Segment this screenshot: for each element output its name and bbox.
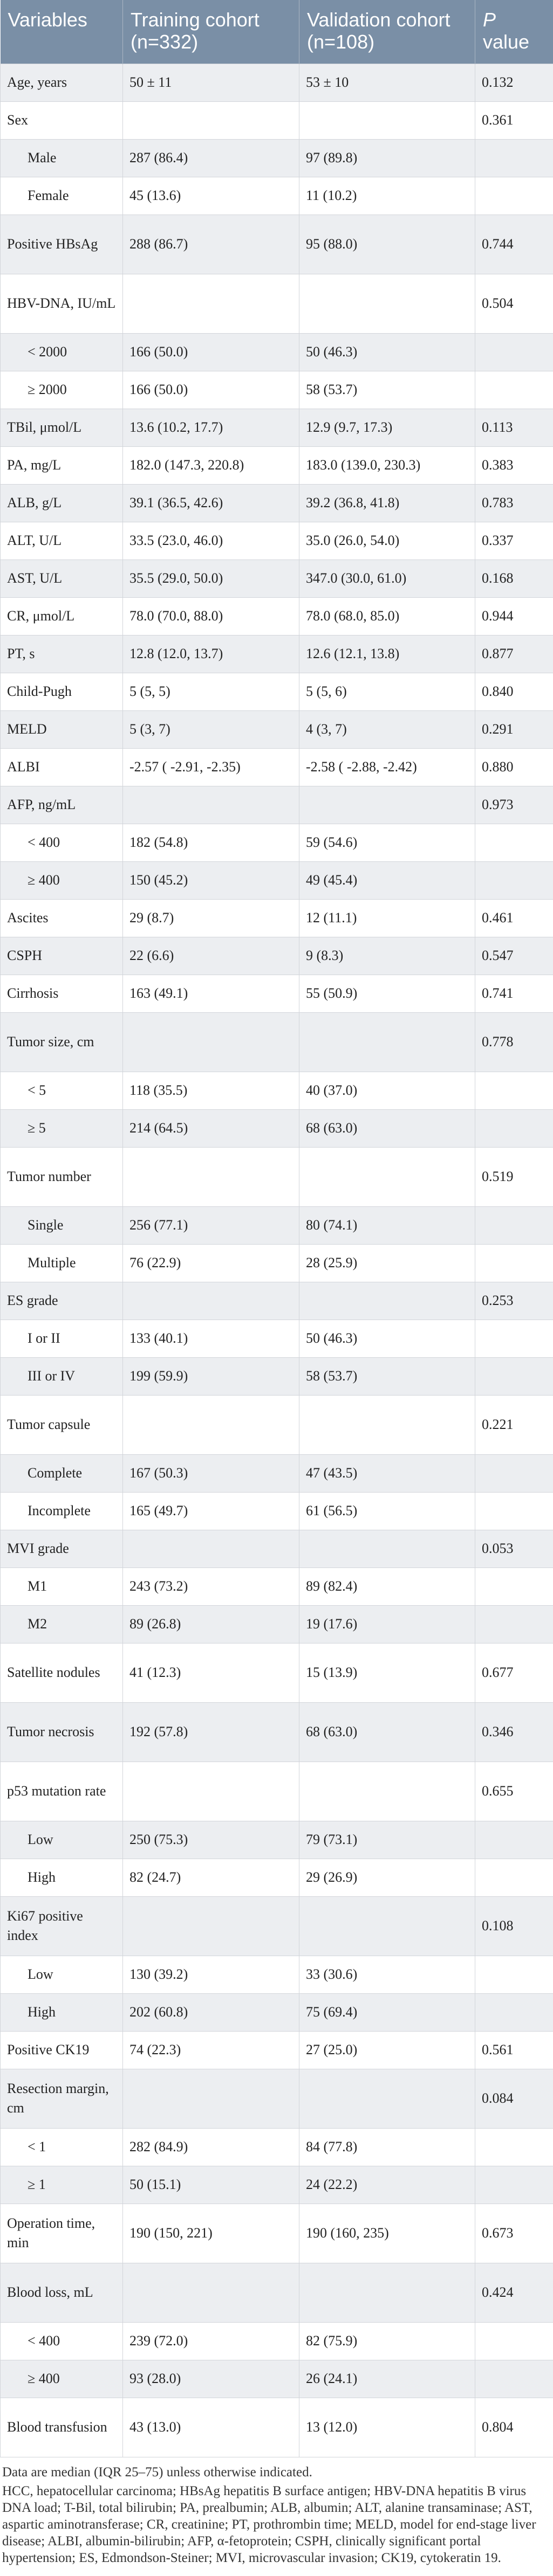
table-row bbox=[1, 560, 553, 597]
validation-cohort-cell: 5 (5, 6) bbox=[299, 673, 475, 710]
p-value-cell: 0.877 bbox=[475, 635, 553, 673]
table-row bbox=[1, 2166, 553, 2204]
training-cohort-cell: 243 (73.2) bbox=[123, 1567, 299, 1605]
p-value-cell: 0.424 bbox=[475, 2263, 553, 2322]
header-row bbox=[1, 0, 553, 64]
p-value-cell: 0.461 bbox=[475, 899, 553, 937]
table-row bbox=[1, 274, 553, 333]
variable-label-cell: Tumor number bbox=[1, 1147, 123, 1206]
validation-cohort-cell: 58 (53.7) bbox=[299, 371, 475, 409]
table-row bbox=[1, 861, 553, 899]
variable-label-cell: ES grade bbox=[1, 1282, 123, 1320]
validation-cohort-cell: 82 (75.9) bbox=[299, 2322, 475, 2360]
validation-cohort-cell: 24 (22.2) bbox=[299, 2166, 475, 2204]
training-cohort-cell: 78.0 (70.0, 88.0) bbox=[123, 597, 299, 635]
validation-cohort-cell bbox=[299, 1896, 475, 1956]
training-cohort-cell: 182.0 (147.3, 220.8) bbox=[123, 446, 299, 484]
table-row bbox=[1, 1492, 553, 1530]
table-row bbox=[1, 1702, 553, 1762]
table-row bbox=[1, 1993, 553, 2031]
validation-cohort-cell: 59 (54.6) bbox=[299, 824, 475, 861]
training-cohort-cell: 22 (6.6) bbox=[123, 937, 299, 975]
p-value-cell: 0.108 bbox=[475, 1896, 553, 1956]
p-value-cell bbox=[475, 1956, 553, 1993]
table-row bbox=[1, 484, 553, 522]
validation-cohort-cell: 40 (37.0) bbox=[299, 1072, 475, 1109]
p-value-cell: 0.677 bbox=[475, 1643, 553, 1702]
validation-cohort-cell: 80 (74.1) bbox=[299, 1206, 475, 1244]
p-value-cell bbox=[475, 1357, 553, 1395]
training-cohort-cell: 43 (13.0) bbox=[123, 2398, 299, 2457]
p-value-cell: 0.804 bbox=[475, 2398, 553, 2457]
training-cohort-cell: 166 (50.0) bbox=[123, 333, 299, 371]
training-cohort-cell: 282 (84.9) bbox=[123, 2128, 299, 2166]
p-value-cell: 0.113 bbox=[475, 409, 553, 446]
table-row bbox=[1, 1530, 553, 1567]
p-value-cell: 0.504 bbox=[475, 274, 553, 333]
p-value-cell: 0.655 bbox=[475, 1762, 553, 1821]
training-cohort-cell: 12.8 (12.0, 13.7) bbox=[123, 635, 299, 673]
validation-cohort-cell: 190 (160, 235) bbox=[299, 2204, 475, 2263]
p-value-cell bbox=[475, 1244, 553, 1282]
p-value-cell bbox=[475, 2166, 553, 2204]
table-row bbox=[1, 748, 553, 786]
training-cohort-cell: 41 (12.3) bbox=[123, 1643, 299, 1702]
p-value-cell bbox=[475, 1605, 553, 1643]
p-value-cell: 0.561 bbox=[475, 2031, 553, 2069]
validation-cohort-cell bbox=[299, 2263, 475, 2322]
validation-cohort-cell: 84 (77.8) bbox=[299, 2128, 475, 2166]
training-cohort-cell bbox=[123, 2263, 299, 2322]
subcategory-label-cell: < 400 bbox=[1, 824, 123, 861]
training-cohort-cell: 35.5 (29.0, 50.0) bbox=[123, 560, 299, 597]
validation-cohort-cell: 15 (13.9) bbox=[299, 1643, 475, 1702]
table-row bbox=[1, 2360, 553, 2398]
p-value-cell bbox=[475, 139, 553, 177]
variable-label-cell: ALBI bbox=[1, 748, 123, 786]
subcategory-label-cell: Multiple bbox=[1, 1244, 123, 1282]
training-cohort-cell: 199 (59.9) bbox=[123, 1357, 299, 1395]
validation-cohort-cell: 49 (45.4) bbox=[299, 861, 475, 899]
validation-cohort-cell: -2.58 ( -2.88, -2.42) bbox=[299, 748, 475, 786]
training-cohort-cell: 93 (28.0) bbox=[123, 2360, 299, 2398]
training-cohort-cell: 165 (49.7) bbox=[123, 1492, 299, 1530]
variable-label-cell: Cirrhosis bbox=[1, 975, 123, 1012]
validation-cohort-cell: 26 (24.1) bbox=[299, 2360, 475, 2398]
training-cohort-cell: 82 (24.7) bbox=[123, 1859, 299, 1896]
p-value-cell: 0.744 bbox=[475, 215, 553, 274]
validation-cohort-cell: 9 (8.3) bbox=[299, 937, 475, 975]
p-value-cell: 0.673 bbox=[475, 2204, 553, 2263]
p-value-cell bbox=[475, 1072, 553, 1109]
training-cohort-cell bbox=[123, 101, 299, 139]
validation-cohort-cell bbox=[299, 1147, 475, 1206]
table-row bbox=[1, 1896, 553, 1956]
subcategory-label-cell: ≥ 2000 bbox=[1, 371, 123, 409]
table-row bbox=[1, 371, 553, 409]
variable-label-cell: Tumor necrosis bbox=[1, 1702, 123, 1762]
training-cohort-cell: 166 (50.0) bbox=[123, 371, 299, 409]
table-row bbox=[1, 1147, 553, 1206]
training-cohort-cell: 130 (39.2) bbox=[123, 1956, 299, 1993]
subcategory-label-cell: < 400 bbox=[1, 2322, 123, 2360]
subcategory-label-cell: Male bbox=[1, 139, 123, 177]
variable-label-cell: Blood transfusion bbox=[1, 2398, 123, 2457]
validation-cohort-cell: 39.2 (36.8, 41.8) bbox=[299, 484, 475, 522]
validation-cohort-cell: 50 (46.3) bbox=[299, 1320, 475, 1357]
training-cohort-cell: 239 (72.0) bbox=[123, 2322, 299, 2360]
variable-label-cell: ALB, g/L bbox=[1, 484, 123, 522]
subcategory-label-cell: Single bbox=[1, 1206, 123, 1244]
validation-cohort-cell bbox=[299, 274, 475, 333]
subcategory-label-cell: III or IV bbox=[1, 1357, 123, 1395]
training-cohort-cell: 190 (150, 221) bbox=[123, 2204, 299, 2263]
p-value-cell: 0.778 bbox=[475, 1012, 553, 1072]
p-value-cell: 0.168 bbox=[475, 560, 553, 597]
header-p-italic: P bbox=[483, 9, 496, 31]
variable-label-cell: MELD bbox=[1, 710, 123, 748]
p-value-cell: 0.337 bbox=[475, 522, 553, 560]
table-row bbox=[1, 2031, 553, 2069]
variable-label-cell: PA, mg/L bbox=[1, 446, 123, 484]
table-row bbox=[1, 1454, 553, 1492]
table-row bbox=[1, 1012, 553, 1072]
p-value-cell bbox=[475, 1109, 553, 1147]
training-cohort-cell bbox=[123, 1395, 299, 1454]
training-cohort-cell: 163 (49.1) bbox=[123, 975, 299, 1012]
training-cohort-cell: 50 ± 11 bbox=[123, 64, 299, 101]
table-row bbox=[1, 597, 553, 635]
subcategory-label-cell: Female bbox=[1, 177, 123, 215]
table-row bbox=[1, 1821, 553, 1859]
p-value-cell bbox=[475, 2322, 553, 2360]
validation-cohort-cell: 4 (3, 7) bbox=[299, 710, 475, 748]
validation-cohort-cell: 12.9 (9.7, 17.3) bbox=[299, 409, 475, 446]
variable-label-cell: Blood loss, mL bbox=[1, 2263, 123, 2322]
training-cohort-cell: 288 (86.7) bbox=[123, 215, 299, 274]
training-cohort-cell: 13.6 (10.2, 17.7) bbox=[123, 409, 299, 446]
training-cohort-cell: 202 (60.8) bbox=[123, 1993, 299, 2031]
variable-label-cell: TBil, μmol/L bbox=[1, 409, 123, 446]
subcategory-label-cell: M2 bbox=[1, 1605, 123, 1643]
validation-cohort-cell: 28 (25.9) bbox=[299, 1244, 475, 1282]
footnote-line-1: Data are median (IQR 25–75) unless otherwise indicated. bbox=[2, 2464, 312, 2480]
table-header bbox=[1, 0, 553, 64]
validation-cohort-cell: 12.6 (12.1, 13.8) bbox=[299, 635, 475, 673]
p-value-cell bbox=[475, 1320, 553, 1357]
p-value-cell bbox=[475, 1821, 553, 1859]
validation-cohort-cell: 97 (89.8) bbox=[299, 139, 475, 177]
variable-label-cell: CR, μmol/L bbox=[1, 597, 123, 635]
p-value-cell bbox=[475, 1859, 553, 1896]
validation-cohort-cell: 75 (69.4) bbox=[299, 1993, 475, 2031]
table-row bbox=[1, 522, 553, 560]
table-row bbox=[1, 1244, 553, 1282]
training-cohort-cell: 118 (35.5) bbox=[123, 1072, 299, 1109]
validation-cohort-cell: 183.0 (139.0, 230.3) bbox=[299, 446, 475, 484]
variable-label-cell: p53 mutation rate bbox=[1, 1762, 123, 1821]
variable-label-cell: Ki67 positive index bbox=[1, 1896, 123, 1956]
table-row bbox=[1, 64, 553, 101]
p-value-cell: 0.361 bbox=[475, 101, 553, 139]
subcategory-label-cell: ≥ 1 bbox=[1, 2166, 123, 2204]
variable-label-cell: Sex bbox=[1, 101, 123, 139]
p-value-cell bbox=[475, 1567, 553, 1605]
variable-label-cell: PT, s bbox=[1, 635, 123, 673]
training-cohort-cell: -2.57 ( -2.91, -2.35) bbox=[123, 748, 299, 786]
p-value-cell: 0.291 bbox=[475, 710, 553, 748]
table-row bbox=[1, 899, 553, 937]
variable-label-cell: Age, years bbox=[1, 64, 123, 101]
p-value-cell bbox=[475, 371, 553, 409]
validation-cohort-cell: 347.0 (30.0, 61.0) bbox=[299, 560, 475, 597]
training-cohort-cell bbox=[123, 1012, 299, 1072]
subcategory-label-cell: < 5 bbox=[1, 1072, 123, 1109]
p-value-cell: 0.944 bbox=[475, 597, 553, 635]
table-row bbox=[1, 1109, 553, 1147]
validation-cohort-cell: 53 ± 10 bbox=[299, 64, 475, 101]
training-cohort-cell: 74 (22.3) bbox=[123, 2031, 299, 2069]
subcategory-label-cell: ≥ 400 bbox=[1, 861, 123, 899]
subcategory-label-cell: ≥ 5 bbox=[1, 1109, 123, 1147]
training-cohort-cell: 29 (8.7) bbox=[123, 899, 299, 937]
validation-cohort-cell: 19 (17.6) bbox=[299, 1605, 475, 1643]
validation-cohort-cell: 58 (53.7) bbox=[299, 1357, 475, 1395]
subcategory-label-cell: I or II bbox=[1, 1320, 123, 1357]
table-row bbox=[1, 673, 553, 710]
p-value-cell: 0.741 bbox=[475, 975, 553, 1012]
table-row bbox=[1, 824, 553, 861]
table-row bbox=[1, 710, 553, 748]
training-cohort-cell: 182 (54.8) bbox=[123, 824, 299, 861]
validation-cohort-cell: 12 (11.1) bbox=[299, 899, 475, 937]
table-row bbox=[1, 2263, 553, 2322]
table-row bbox=[1, 333, 553, 371]
training-cohort-cell: 5 (5, 5) bbox=[123, 673, 299, 710]
validation-cohort-cell: 68 (63.0) bbox=[299, 1109, 475, 1147]
training-cohort-cell bbox=[123, 1896, 299, 1956]
validation-cohort-cell: 13 (12.0) bbox=[299, 2398, 475, 2457]
table-row bbox=[1, 1282, 553, 1320]
table-row bbox=[1, 215, 553, 274]
table-row bbox=[1, 1567, 553, 1605]
p-value-cell bbox=[475, 1993, 553, 2031]
variable-label-cell: Child-Pugh bbox=[1, 673, 123, 710]
p-value-cell: 0.840 bbox=[475, 673, 553, 710]
validation-cohort-cell: 47 (43.5) bbox=[299, 1454, 475, 1492]
table-row bbox=[1, 2069, 553, 2128]
training-cohort-cell: 167 (50.3) bbox=[123, 1454, 299, 1492]
training-cohort-cell bbox=[123, 786, 299, 824]
p-value-cell: 0.973 bbox=[475, 786, 553, 824]
variable-label-cell: AFP, ng/mL bbox=[1, 786, 123, 824]
p-value-cell bbox=[475, 2360, 553, 2398]
table-row bbox=[1, 1320, 553, 1357]
table-row bbox=[1, 2398, 553, 2457]
validation-cohort-cell: 35.0 (26.0, 54.0) bbox=[299, 522, 475, 560]
training-cohort-cell: 250 (75.3) bbox=[123, 1821, 299, 1859]
validation-cohort-cell: 68 (63.0) bbox=[299, 1702, 475, 1762]
training-cohort-cell bbox=[123, 1282, 299, 1320]
p-value-cell: 0.547 bbox=[475, 937, 553, 975]
subcategory-label-cell: High bbox=[1, 1859, 123, 1896]
p-value-cell bbox=[475, 2128, 553, 2166]
variable-label-cell: HBV-DNA, IU/mL bbox=[1, 274, 123, 333]
p-value-cell: 0.053 bbox=[475, 1530, 553, 1567]
validation-cohort-cell bbox=[299, 1012, 475, 1072]
table-row bbox=[1, 2322, 553, 2360]
variable-label-cell: MVI grade bbox=[1, 1530, 123, 1567]
training-cohort-cell: 50 (15.1) bbox=[123, 2166, 299, 2204]
validation-cohort-cell: 33 (30.6) bbox=[299, 1956, 475, 1993]
table-row bbox=[1, 975, 553, 1012]
training-cohort-cell: 89 (26.8) bbox=[123, 1605, 299, 1643]
validation-cohort-cell: 55 (50.9) bbox=[299, 975, 475, 1012]
validation-cohort-cell: 11 (10.2) bbox=[299, 177, 475, 215]
p-value-cell bbox=[475, 333, 553, 371]
training-cohort-cell: 192 (57.8) bbox=[123, 1702, 299, 1762]
training-cohort-cell: 287 (86.4) bbox=[123, 139, 299, 177]
p-value-cell: 0.132 bbox=[475, 64, 553, 101]
training-cohort-cell bbox=[123, 274, 299, 333]
subcategory-label-cell: ≥ 400 bbox=[1, 2360, 123, 2398]
table-row bbox=[1, 446, 553, 484]
table-row bbox=[1, 1643, 553, 1702]
training-cohort-cell: 256 (77.1) bbox=[123, 1206, 299, 1244]
header-validation-cohort: Validation cohort (n=108) bbox=[299, 0, 475, 64]
table-row bbox=[1, 1206, 553, 1244]
table-row bbox=[1, 635, 553, 673]
validation-cohort-cell bbox=[299, 1282, 475, 1320]
subcategory-label-cell: < 1 bbox=[1, 2128, 123, 2166]
variable-label-cell: CSPH bbox=[1, 937, 123, 975]
validation-cohort-cell bbox=[299, 1762, 475, 1821]
table-row bbox=[1, 139, 553, 177]
training-cohort-cell: 39.1 (36.5, 42.6) bbox=[123, 484, 299, 522]
table-row bbox=[1, 1762, 553, 1821]
subcategory-label-cell: High bbox=[1, 1993, 123, 2031]
footnote-abbreviations: HCC, hepatocellular carcinoma; HBsAg hepatitis B surface antigen; HBV-DNA hepatitis B virus DNA load; T-Bil, total bilirubin; PA, prealbumin; ALB, albumin; ALT, alanine transaminase; AST, aspartic aminotransferase; CR, creatinine; PT, prothrombin time; MELD, model for end-stage liver disease; ALBI, albumin-bilirubin; AFP, α-fetoprotein; CSPH, clinically significant portal hypertension; ES, Edmondson-Steiner; MVI, microvascular invasion; CK19, cytokeratin 19. bbox=[2, 2483, 536, 2565]
table-row bbox=[1, 101, 553, 139]
validation-cohort-cell: 89 (82.4) bbox=[299, 1567, 475, 1605]
p-value-cell: 0.253 bbox=[475, 1282, 553, 1320]
table-row bbox=[1, 786, 553, 824]
validation-cohort-cell: 29 (26.9) bbox=[299, 1859, 475, 1896]
validation-cohort-cell: 61 (56.5) bbox=[299, 1492, 475, 1530]
subcategory-label-cell: Low bbox=[1, 1956, 123, 1993]
table-row bbox=[1, 1859, 553, 1896]
p-value-cell: 0.383 bbox=[475, 446, 553, 484]
variable-label-cell: Resection margin, cm bbox=[1, 2069, 123, 2128]
table-row bbox=[1, 2204, 553, 2263]
table-row bbox=[1, 2128, 553, 2166]
table-row bbox=[1, 409, 553, 446]
table-row bbox=[1, 1395, 553, 1454]
subcategory-label-cell: Complete bbox=[1, 1454, 123, 1492]
training-cohort-cell: 5 (3, 7) bbox=[123, 710, 299, 748]
table-row bbox=[1, 1072, 553, 1109]
training-cohort-cell bbox=[123, 1530, 299, 1567]
subcategory-label-cell: < 2000 bbox=[1, 333, 123, 371]
validation-cohort-cell: 50 (46.3) bbox=[299, 333, 475, 371]
p-value-cell bbox=[475, 1206, 553, 1244]
p-value-cell: 0.783 bbox=[475, 484, 553, 522]
training-cohort-cell: 45 (13.6) bbox=[123, 177, 299, 215]
p-value-cell: 0.519 bbox=[475, 1147, 553, 1206]
p-value-cell bbox=[475, 1454, 553, 1492]
header-p-value bbox=[475, 0, 553, 64]
validation-cohort-cell: 79 (73.1) bbox=[299, 1821, 475, 1859]
training-cohort-cell: 76 (22.9) bbox=[123, 1244, 299, 1282]
training-cohort-cell: 150 (45.2) bbox=[123, 861, 299, 899]
variable-label-cell: Positive HBsAg bbox=[1, 215, 123, 274]
table-row bbox=[1, 1956, 553, 1993]
validation-cohort-cell bbox=[299, 1530, 475, 1567]
variable-label-cell: Tumor capsule bbox=[1, 1395, 123, 1454]
p-value-cell: 0.880 bbox=[475, 748, 553, 786]
table-row bbox=[1, 1605, 553, 1643]
training-cohort-cell bbox=[123, 1762, 299, 1821]
header-training-cohort: Training cohort (n=332) bbox=[123, 0, 299, 64]
variable-label-cell: Satellite nodules bbox=[1, 1643, 123, 1702]
p-value-cell: 0.084 bbox=[475, 2069, 553, 2128]
table-row bbox=[1, 1357, 553, 1395]
training-cohort-cell: 133 (40.1) bbox=[123, 1320, 299, 1357]
validation-cohort-cell: 78.0 (68.0, 85.0) bbox=[299, 597, 475, 635]
variable-label-cell: Operation time, min bbox=[1, 2204, 123, 2263]
table-body bbox=[1, 64, 553, 2457]
p-value-cell bbox=[475, 1492, 553, 1530]
p-value-cell: 0.221 bbox=[475, 1395, 553, 1454]
validation-cohort-cell: 27 (25.0) bbox=[299, 2031, 475, 2069]
validation-cohort-cell bbox=[299, 2069, 475, 2128]
subcategory-label-cell: Incomplete bbox=[1, 1492, 123, 1530]
variable-label-cell: ALT, U/L bbox=[1, 522, 123, 560]
p-value-cell bbox=[475, 861, 553, 899]
variable-label-cell: AST, U/L bbox=[1, 560, 123, 597]
table-footnote bbox=[0, 2457, 553, 2566]
p-value-cell bbox=[475, 177, 553, 215]
validation-cohort-cell: 95 (88.0) bbox=[299, 215, 475, 274]
table-row bbox=[1, 937, 553, 975]
validation-cohort-cell bbox=[299, 1395, 475, 1454]
p-value-cell: 0.346 bbox=[475, 1702, 553, 1762]
validation-cohort-cell bbox=[299, 786, 475, 824]
training-cohort-cell: 33.5 (23.0, 46.0) bbox=[123, 522, 299, 560]
training-cohort-cell: 214 (64.5) bbox=[123, 1109, 299, 1147]
table-row bbox=[1, 177, 553, 215]
header-variables: Variables bbox=[8, 9, 87, 31]
training-cohort-cell bbox=[123, 2069, 299, 2128]
header-p-rest: value bbox=[483, 31, 530, 53]
p-value-cell bbox=[475, 824, 553, 861]
variable-label-cell: Tumor size, cm bbox=[1, 1012, 123, 1072]
subcategory-label-cell: M1 bbox=[1, 1567, 123, 1605]
validation-cohort-cell bbox=[299, 101, 475, 139]
training-cohort-cell bbox=[123, 1147, 299, 1206]
variable-label-cell: Positive CK19 bbox=[1, 2031, 123, 2069]
subcategory-label-cell: Low bbox=[1, 1821, 123, 1859]
variable-label-cell: Ascites bbox=[1, 899, 123, 937]
